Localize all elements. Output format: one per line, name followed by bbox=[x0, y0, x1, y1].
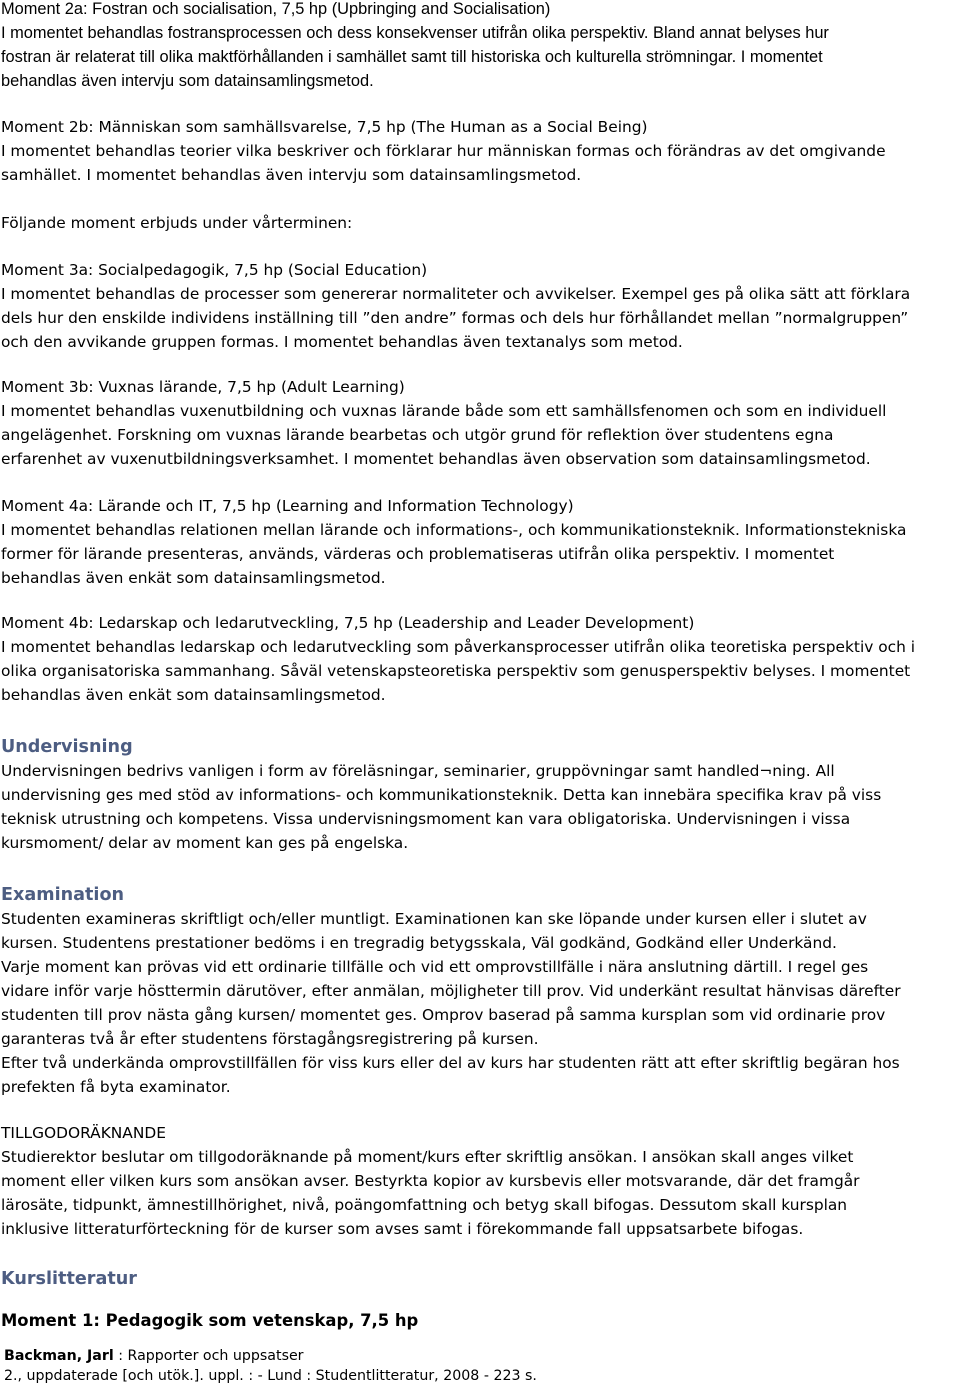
tillgodoraknande-text-line: Studierektor beslutar om tillgodoräknande på moment/kurs efter skriftlig ansökan. I ansökan skall anges vilket bbox=[1, 1148, 854, 1166]
moment-3b-section bbox=[1, 375, 958, 471]
undervisning-heading: Undervisning bbox=[1, 737, 133, 757]
examination-text-line: Efter två underkända omprovstillfällen för viss kurs eller del av kurs har studenten rätt att efter skriftlig begäran hos bbox=[1, 1054, 900, 1072]
moment-4a-title: Moment 4a: Lärande och IT, 7,5 hp (Learning and Information Technology) bbox=[1, 497, 574, 515]
examination-text-line: Studenten examineras skriftligt och/eller muntligt. Examinationen kan ske löpande under kursen eller i slutet av bbox=[1, 910, 867, 928]
moment-4a-text-line: I momentet behandlas relationen mellan lärande och informations-, och kommunikationsteknik. Informationstekniska bbox=[1, 521, 907, 539]
book-author: Backman, Jarl bbox=[4, 1348, 114, 1364]
book-entry bbox=[4, 1346, 958, 1386]
undervisning-text-line: kursmoment/ delar av moment kan ges på engelska. bbox=[1, 834, 409, 852]
examination-section bbox=[1, 883, 958, 1099]
undervisning-text-line: undervisning ges med stöd av informations- och kommunikationsteknik. Detta kan innebära specifika krav på viss bbox=[1, 786, 882, 804]
tillgodoraknande-text-line: lärosäte, tidpunkt, ämnestillhörighet, nivå, poängomfattning och betyg skall bifogas. Dessutom skall kursplan bbox=[1, 1196, 848, 1214]
moment-4b-title: Moment 4b: Ledarskap och ledarutveckling, 7,5 hp (Leadership and Leader Development) bbox=[1, 614, 695, 632]
examination-text-line: prefekten få byta examinator. bbox=[1, 1078, 231, 1096]
moment-4b-text-line: olika organisatoriska sammanhang. Såväl vetenskapsteoretiska perspektiv som genusperspektiv belyses. I momentet bbox=[1, 662, 911, 680]
book-details: 2., uppdaterade [och utök.]. uppl. : - Lund : Studentlitteratur, 2008 - 223 s. bbox=[4, 1368, 537, 1384]
moment-2b-text-line: I momentet behandlas teorier vilka beskriver och förklarar hur människan formas och förändras av det omgivande bbox=[1, 142, 886, 160]
moment-3b-text-line: I momentet behandlas vuxenutbildning och vuxnas lärande både som ett samhällsfenomen och som en individuell bbox=[1, 402, 887, 420]
moment-3a-section bbox=[1, 258, 958, 354]
examination-text-line: studenten till prov nästa gång kursen/ momentet ges. Omprov baserad på samma kursplan som vid ordinarie prov bbox=[1, 1006, 886, 1024]
moment-1-title: Moment 1: Pedagogik som vetenskap, 7,5 hp bbox=[1, 1311, 419, 1330]
tillgodoraknande-heading: TILLGODORÄKNANDE bbox=[1, 1124, 166, 1142]
moment-2a-text-line: fostran är relaterat till olika maktförhållanden i samhället samt till historiska och kulturella strömningar. I momentet bbox=[1, 48, 823, 66]
moment-3a-title: Moment 3a: Socialpedagogik, 7,5 hp (Social Education) bbox=[1, 261, 428, 279]
undervisning-text-line: teknisk utrustning och kompetens. Vissa undervisningsmoment kan vara obligatoriska. Undervisningen i vissa bbox=[1, 810, 851, 828]
moment-2b-text-line: samhället. I momentet behandlas även intervju som datainsamlingsmetod. bbox=[1, 166, 582, 184]
moment-4a-section bbox=[1, 494, 958, 590]
moment-3b-text-line: angelägenhet. Forskning om vuxnas lärande bearbetas och utgör grund för reflektion över studentens egna bbox=[1, 426, 834, 444]
spring-intro-text: Följande moment erbjuds under vårterminen: bbox=[1, 214, 353, 232]
moment-3b-title: Moment 3b: Vuxnas lärande, 7,5 hp (Adult Learning) bbox=[1, 378, 405, 396]
moment-2a-section bbox=[1, 0, 958, 93]
undervisning-section bbox=[1, 735, 958, 855]
examination-text-line: Varje moment kan prövas vid ett ordinarie tillfälle och vid ett omprovstillfälle i nära anslutning därtill. I regel ges bbox=[1, 958, 869, 976]
kurslitteratur-section bbox=[1, 1267, 958, 1291]
moment-2a-text-line: behandlas även intervju som datainsamlingsmetod. bbox=[1, 72, 374, 90]
examination-text-line: vidare inför varje hösttermin därutöver, efter anmälan, möjligheter till prov. Vid underkänt resultat hänvisas därefter bbox=[1, 982, 901, 1000]
moment-4a-text-line: former för lärande presenteras, används, värderas och problematiseras utifrån olika perspektiv. I momentet bbox=[1, 545, 835, 563]
moment-3b-text-line: erfarenhet av vuxenutbildningsverksamhet. I momentet behandlas även observation som datainsamlingsmetod. bbox=[1, 450, 871, 468]
examination-heading: Examination bbox=[1, 885, 125, 905]
moment-3a-text-line: I momentet behandlas de processer som genererar normaliteter och avvikelser. Exempel ges på olika sätt att förklara bbox=[1, 285, 911, 303]
moment-2a-text-line: I momentet behandlas fostransprocessen och dess konsekvenser utifrån olika perspektiv. Bland annat belyses hur bbox=[1, 24, 829, 42]
moment-2b-section bbox=[1, 115, 958, 187]
moment-1-literature bbox=[1, 1309, 958, 1333]
moment-2b-title: Moment 2b: Människan som samhällsvarelse, 7,5 hp (The Human as a Social Being) bbox=[1, 118, 648, 136]
book-citation-line bbox=[4, 1346, 958, 1366]
book-title: : Rapporter och uppsatser bbox=[113, 1348, 304, 1364]
spring-intro-section bbox=[1, 211, 958, 235]
moment-3a-text-line: och den avvikande gruppen formas. I momentet behandlas även textanalys som metod. bbox=[1, 333, 683, 351]
tillgodoraknande-section bbox=[1, 1121, 958, 1241]
moment-2a-title: Moment 2a: Fostran och socialisation, 7,5 hp (Upbringing and Socialisation) bbox=[1, 0, 551, 18]
kurslitteratur-heading: Kurslitteratur bbox=[1, 1269, 137, 1289]
moment-3a-text-line: dels hur den enskilde individens inställning till ”den andre” formas och dels hur förhållandet mellan ”normalgruppen” bbox=[1, 309, 909, 327]
tillgodoraknande-text-line: inklusive litteraturförteckning för de kurser som avses samt i förekommande fall uppsatsarbete bifogas. bbox=[1, 1220, 804, 1238]
moment-4b-text-line: I momentet behandlas ledarskap och ledarutveckling som påverkansprocesser utifrån olika teoretiska perspektiv och i bbox=[1, 638, 916, 656]
moment-4a-text-line: behandlas även enkät som datainsamlingsmetod. bbox=[1, 569, 386, 587]
examination-text-line: kursen. Studentens prestationer bedöms i en tregradig betygsskala, Väl godkänd, Godkänd eller Underkänd. bbox=[1, 934, 837, 952]
moment-4b-section bbox=[1, 611, 958, 707]
examination-text-line: garanteras två år efter studentens förstagångsregistrering på kursen. bbox=[1, 1030, 539, 1048]
tillgodoraknande-text-line: moment eller vilken kurs som ansökan avser. Bestyrkta kopior av kursbevis eller motsvarande, där det framgår bbox=[1, 1172, 860, 1190]
undervisning-text-line: Undervisningen bedrivs vanligen i form av föreläsningar, seminarier, gruppövningar samt handled¬ning. All bbox=[1, 762, 835, 780]
moment-4b-text-line: behandlas även enkät som datainsamlingsmetod. bbox=[1, 686, 386, 704]
